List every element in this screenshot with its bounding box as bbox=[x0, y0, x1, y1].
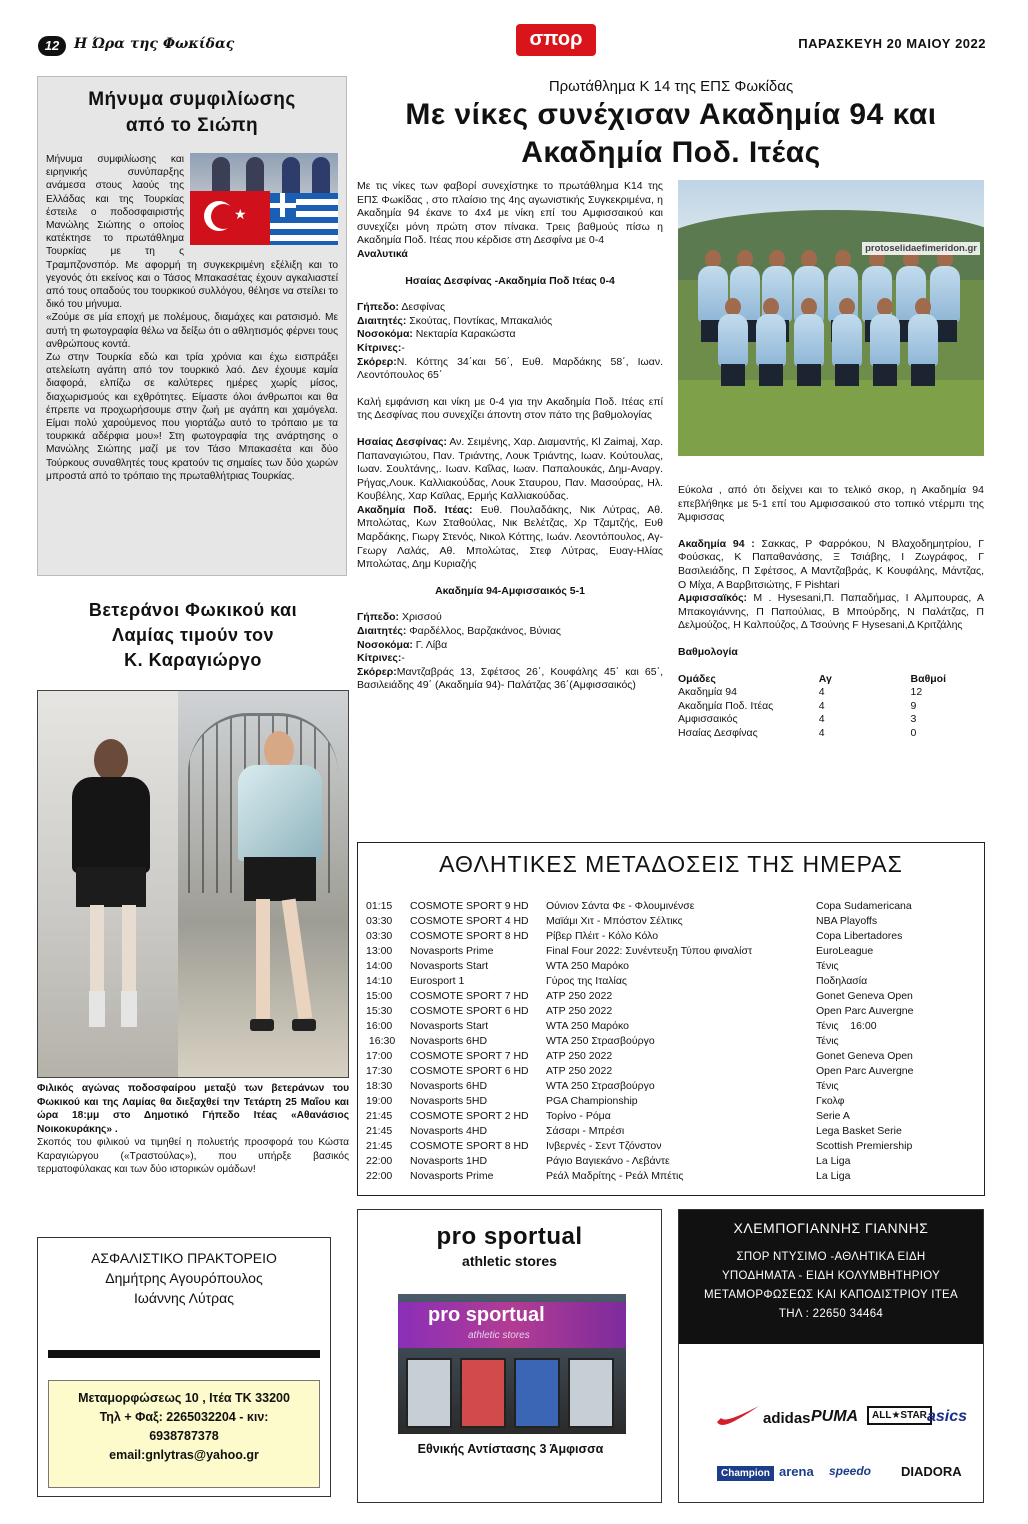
standings-cell: 3 bbox=[910, 713, 917, 726]
tv-event: Μαϊάμι Χιτ - Μπόστον Σέλτικς bbox=[546, 915, 683, 927]
tv-channel: Novasports 6HD bbox=[410, 1035, 488, 1047]
tv-event: Ρεάλ Μαδρίτης - Ρεάλ Μπέτις bbox=[546, 1170, 684, 1182]
tv-time: 17:30 bbox=[366, 1065, 393, 1077]
tv-event: WTA 250 Στρασβούργο bbox=[546, 1035, 655, 1047]
standings-cell: Ακαδημία 94 bbox=[678, 686, 737, 699]
brand-speedo: speedo bbox=[829, 1464, 872, 1478]
tv-time: 22:00 bbox=[366, 1155, 393, 1167]
tv-channel: COSMOTE SPORT 8 HD bbox=[410, 1140, 529, 1152]
tv-listing-row bbox=[366, 1079, 978, 1094]
tv-listing-row bbox=[366, 1169, 978, 1184]
brand-adidas: adidas bbox=[763, 1410, 811, 1427]
standings-row bbox=[678, 713, 984, 727]
tv-event: ATP 250 2022 bbox=[546, 1050, 613, 1062]
tv-channel: COSMOTE SPORT 8 HD bbox=[410, 930, 529, 942]
tv-competition: Scottish Premiership bbox=[816, 1140, 913, 1152]
tv-listing-row bbox=[366, 929, 978, 944]
ad-insurance-contact: Μεταμορφώσεως 10 , Ιτέα ΤΚ 33200 Τηλ + Φαξ: 2265032204 - κιν: 6938787378 email:gnlytras@yahoo.gr bbox=[48, 1380, 320, 1488]
standings-table bbox=[678, 673, 984, 741]
tv-channel: Novasports Prime bbox=[410, 945, 494, 957]
tv-event: Ρίβερ Πλέιτ - Κόλο Κόλο bbox=[546, 930, 659, 942]
tv-competition: Serie A bbox=[816, 1110, 850, 1122]
brand-logos bbox=[679, 1344, 983, 1502]
tv-channel: COSMOTE SPORT 2 HD bbox=[410, 1110, 529, 1122]
tv-competition: Open Parc Auvergne bbox=[816, 1005, 914, 1017]
tv-listing-row bbox=[366, 1064, 978, 1079]
tv-competition: Γκολφ bbox=[816, 1095, 845, 1107]
article-veterans-body: Φιλικός αγώνας ποδοσφαίρου μεταξύ των βετεράνων του Φωκικού και της Λαμίας θα διεξαχθεί την Τετάρτη 25 Μαΐου και ώρα 18:μμ στο Δημοτικό Γήπεδο Ιτέας «Αθανάσιος Νοικοκυράκης» . Σκοπός του φιλικού να τιμηθεί η πολυετής προσφορά του Κώστα Καραγιώργου («Τραστούλας»), που υπήρξε βασικός τερματοφύλακας και των δύο ιστορικών ομάδων! bbox=[37, 1083, 349, 1175]
flags-photo bbox=[190, 153, 338, 245]
tv-channel: Novasports Prime bbox=[410, 1170, 494, 1182]
brand-arena: arena bbox=[779, 1464, 814, 1479]
tv-competition: Τένις bbox=[816, 1035, 839, 1047]
tv-event: WTA 250 Μαρόκο bbox=[546, 960, 629, 972]
brand-puma: PUMA bbox=[811, 1408, 859, 1425]
standings-cell: 4 bbox=[818, 726, 825, 739]
tv-time: 16:00 bbox=[366, 1020, 393, 1032]
tv-event: PGA Championship bbox=[546, 1095, 638, 1107]
tv-listing-row bbox=[366, 1154, 978, 1169]
tv-channel: COSMOTE SPORT 4 HD bbox=[410, 915, 529, 927]
tv-event: Ινβερνές - Σεντ Τζόνστον bbox=[546, 1140, 662, 1152]
tv-competition: Copa Sudamericana bbox=[816, 900, 912, 912]
tv-channel: Novasports Start bbox=[410, 960, 489, 972]
tv-time: 03:30 bbox=[366, 930, 393, 942]
page-number: 12 bbox=[38, 36, 66, 56]
tv-event: WTA 250 Στρασβούργο bbox=[546, 1080, 655, 1092]
tv-competition: La Liga bbox=[816, 1155, 851, 1167]
tv-time: 21:45 bbox=[366, 1110, 393, 1122]
tv-listing-row bbox=[366, 989, 978, 1004]
standings-cell: 4 bbox=[818, 699, 825, 712]
tv-competition: Open Parc Auvergne bbox=[816, 1065, 914, 1077]
article-k14-title: Με νίκες συνέχισαν Ακαδημία 94 και Ακαδημία Ποδ. Ιτέας bbox=[405, 98, 937, 169]
tv-event: Τορίνο - Ρόμα bbox=[546, 1110, 611, 1122]
tv-time: 22:00 bbox=[366, 1170, 393, 1182]
tv-competition: Gonet Geneva Open bbox=[816, 990, 913, 1002]
tv-channel: Novasports Start bbox=[410, 1020, 489, 1032]
tv-listings-list bbox=[366, 899, 978, 1184]
standings-cell: 4 bbox=[818, 686, 825, 699]
tv-listing-row bbox=[366, 1109, 978, 1124]
tv-competition: EuroLeague bbox=[816, 945, 874, 957]
tv-time: 15:30 bbox=[366, 1005, 393, 1017]
tv-listing-row bbox=[366, 974, 978, 989]
tv-time: 17:00 bbox=[366, 1050, 393, 1062]
tv-event: ATP 250 2022 bbox=[546, 1065, 613, 1077]
article-k14-col-left: Με τις νίκες των φαβορί συνεχίστηκε το πρωτάθλημα Κ14 της ΕΠΣ Φωκίδας , στο πλαίσιο της 4ης αγωνιστικής Συγκεκριμένα, η Ακαδημία 94 έκανε το 4x4 με νίκη επί του Αμφισσαικού και συνεχίζει μόνη πρώτη στον πίνακα. Τρεις βαθμούς πίσω η Ακαδημία Ποδ. Ιτέας που κέρδισε στη Δεσφίνα με 0-4 Αναλυτικά Ησαίας Δεσφίνας -Ακαδημία Ποδ Ιτέας 0-4 Γήπεδο: Δεσφίνας Διαιτητές: Σκούτας, Ποντίκας, Μπακαλιός Νοσοκόμα: Νεκταρία Καρακώστα Κίτρινες:- Σκόρερ:Ν. Κόττης 34΄και 56΄, Ευθ. Μαρδάκης 58΄, Ιωαν. Λεοντόπουλος 65΄ Καλή εμφάνιση και νίκη με 0-4 για την Ακαδημία Ποδ. Ιτέας επί της Δεσφίνας που συνεχίζει άποντη στον πάτο της βαθμολογίας Ησαίας Δεσφίνας: Αν. Σειμένης, Χαρ. Διαμαντής, Κl Zaimaj, Χαρ. Παπαναγιώτου, Παν. Τριάντης, Λουκ Τριάντης, Ιωαν. Κούτουλας, Ιωαν. Σουλτάνης,. Ιωαν. Καΐλας, Ιωαν. Παπαλουκάς, Δημ-Αναργ. Ρήγας,Λουκ. Καλλιακούδας, Λουκ Σταυρου, Παν. Μασούρας, Ηλ. Κουβέλης, Χαρ Καϊλας, Ερμής Καλλιακούδας. Ακαδημία Ποδ. Ιτέας: Ευθ. Πουλαδάκης, Νικ Λύτρας, Αθ. Μπολώτας, Κων Σταθούλας, Νικ Βελέτζας, Χρ Τζαμτζής, Ευθ Μαρδάκης, Γιωργ Στενός, Νικολ Κόττης, Ιωάν. Λεοντόπουλος, Αγ-Γεωργ Λαλάς, Αθ. Μπολώτας, Στεφ Λύτρας, Ευαγ-Ηλίας Μπολώτας, Δημ Κυριαζής Ακαδημία 94-Αμφισσαικός 5-1 Γήπεδο: Χρισσού Διαιτητές: Φαρδέλλος, Βαρζακάνος, Βύνιας Νοσοκόμα: Γ. Λίβα Κίτρινες:- Σκόρερ:Μαντζαβράς 13, Σφέτσος 26΄, Κουφάλης 45΄ και 65΄, Βασιλειάδης 49΄ (Ακαδημία 94)- Παλάτζας 36΄(Αμφισσαικός) bbox=[357, 180, 663, 692]
standings-row bbox=[678, 686, 984, 700]
article-siopis-body: ★ Μήνυμα συμφιλίωσης και ειρηνικής συνύπαρξης ανάμεσα στους λαούς της Ελλάδας και της Τουρκίας έστειλε ο ποδοσφαιριστής Μανώλης Σιώπης ο οποίος κατέκτησε το πρωτάθλημα Τουρκίας με τη ς Τραμπζονσπόρ. Με αφορμή τη συγκεκριμένη εξέλιξη και το γεγονός ότι εκείνος και ο Τάσος Μπακασέτας έχουν αγκαλιαστεί από τους οπαδούς του τουρκικού συλλόγου, θέλησε να στείλει το δικό του μήνυμα. «Ζούμε σε μία εποχή με πολέμους, διαμάχες και ρατσισμό. Με αυτή τη φωτογραφία θέλω να δείξω ότι ο αθλητισμός φέρνει τους ανθρώπους κοντά. Ζω στην Τουρκία εδώ και τρία χρόνια και έχω εισπράξει ατελείωτη αγάπη από τον τουρκικό λαό. Δεν έχουμε καμία διαφορά, ελπίζω σε καλύτερες ημέρες χωρίς μίσος, διαχωρισμούς και εχθρότητες. Είμαστε όλοι άνθρωποι και θα έπρεπε να προχωρήσουμε στην ζωή με αγάπη και χαμόγελα. Είμαι πολύ χαρούμενος που γιορτάζω αυτό το τρόπαιο με τα τουρκικά αδέρφια μου»! Στη φωτογραφία της ανάρτησης ο Μανώλης Σιώπης μαζί με τον Τάσο Μπακασέτα και δύο Τούρκους συναθλητές τους κρατούν τις σημαίες των δύο χωρών μπροστά από το τρόπαιο της πρωταθλήτριας Τουρκίας. bbox=[46, 154, 338, 482]
tv-competition: Τένις bbox=[816, 1080, 839, 1092]
ad-insurance: ΑΣΦΑΛΙΣΤΙΚΟ ΠΡΑΚΤΟΡΕΙΟ Δημήτρης Αγουρόπουλος Ιωάννης Λύτρας Μεταμορφώσεως 10 , Ιτέα ΤΚ 33200 Τηλ + Φαξ: 2265032204 - κιν: 6938787378 email:gnlytras@yahoo.gr bbox=[37, 1237, 331, 1497]
tv-channel: Novasports 4HD bbox=[410, 1125, 488, 1137]
tv-event: ATP 250 2022 bbox=[546, 990, 613, 1002]
standings-cell: 0 bbox=[910, 726, 917, 739]
ad-chlempogiannis: ΧΛΕΜΠΟΓΙΑΝΝΗΣ ΓΙΑΝΝΗΣ ΣΠΟΡ ΝΤΥΣΙΜΟ -ΑΘΛΗΤΙΚΑ ΕΙΔΗ ΥΠΟΔΗΜΑΤΑ - ΕΙΔΗ ΚΟΛΥΜΒΗΤΗΡΙΟΥ ΜΕΤΑΜΟΡΦΩΣΕΩΣ ΚΑΙ ΚΑΠΟΔΙΣΤΡΙΟΥ ΙΤΕΑ ΤΗΛ : 22650 34464 adidas PUMA ALL★STAR asics Champion arena speedo DIADORA bbox=[678, 1209, 984, 1503]
brand-diadora: DIADORA bbox=[901, 1464, 962, 1479]
storefront-photo: pro sportual athletic stores bbox=[398, 1294, 626, 1434]
tv-competition: Copa Libertadores bbox=[816, 930, 903, 942]
tv-listing-row bbox=[366, 1124, 978, 1139]
tv-time: 03:30 bbox=[366, 915, 393, 927]
tv-listing-row bbox=[366, 1094, 978, 1109]
tv-listing-row bbox=[366, 914, 978, 929]
tv-time: 13:00 bbox=[366, 945, 393, 957]
tv-channel: Eurosport 1 bbox=[410, 975, 465, 987]
tv-listing-row bbox=[366, 899, 978, 914]
tv-time: 21:45 bbox=[366, 1140, 393, 1152]
tv-time: 21:45 bbox=[366, 1125, 393, 1137]
match1-title: Ησαίας Δεσφίνας -Ακαδημία Ποδ Ιτέας 0-4 bbox=[405, 274, 615, 287]
section-badge: σπορ bbox=[516, 24, 596, 56]
tv-time: 01:15 bbox=[366, 900, 393, 912]
veterans-photo bbox=[37, 690, 349, 1078]
tv-channel: COSMOTE SPORT 6 HD bbox=[410, 1065, 529, 1077]
tv-listing-row bbox=[366, 1004, 978, 1019]
tv-listing-row bbox=[366, 1034, 978, 1049]
tv-competition: Lega Basket Serie bbox=[816, 1125, 902, 1137]
article-siopis bbox=[37, 76, 347, 576]
team-photo bbox=[678, 180, 984, 456]
ad-prosportual: pro sportual athletic stores pro sportual athletic stores Εθνικής Αντίστασης 3 Άμφισσα bbox=[357, 1209, 662, 1503]
tv-listing-row bbox=[366, 944, 978, 959]
article-k14-kicker: Πρωτάθλημα Κ 14 της ΕΠΣ Φωκίδας bbox=[548, 78, 794, 95]
tv-channel: COSMOTE SPORT 7 HD bbox=[410, 990, 529, 1002]
brand-converse: ALL★STAR bbox=[867, 1406, 932, 1425]
standings-cell: Ακαδημία Ποδ. Ιτέας bbox=[678, 699, 774, 712]
page-header bbox=[0, 0, 1028, 70]
tv-channel: COSMOTE SPORT 9 HD bbox=[410, 900, 529, 912]
nike-swoosh-icon bbox=[715, 1402, 761, 1428]
tv-event: Ράγιο Βαγιεκάνο - Λεβάντε bbox=[546, 1155, 670, 1167]
tv-time: 19:00 bbox=[366, 1095, 393, 1107]
issue-date: ΠΑΡΑΣΚΕΥΗ 20 ΜΑΙΟΥ 2022 bbox=[798, 36, 986, 51]
match2-title: Ακαδημία 94-Αμφισσαικός 5-1 bbox=[435, 584, 585, 597]
standings-cell: 9 bbox=[910, 699, 917, 712]
tv-listing-row bbox=[366, 1019, 978, 1034]
standings-cell: Αμφισσαικός bbox=[678, 713, 738, 726]
tv-event: WTA 250 Μαρόκο bbox=[546, 1020, 629, 1032]
tv-time: 14:00 bbox=[366, 960, 393, 972]
tv-channel: Novasports 5HD bbox=[410, 1095, 488, 1107]
standings-row bbox=[678, 727, 984, 741]
tv-time: 15:00 bbox=[366, 990, 393, 1002]
tv-event: Final Four 2022: Συνέντευξη Τύπου φιναλίστ bbox=[546, 945, 753, 957]
standings-cell: 4 bbox=[818, 713, 825, 726]
tv-event: Ούνιον Σάντα Φε - Φλουμινένσε bbox=[546, 900, 695, 912]
standings-cell: 12 bbox=[910, 686, 923, 699]
standings-row bbox=[678, 700, 984, 714]
article-siopis-title: Μήνυμα συμφιλίωσης από το Σιώπη bbox=[88, 89, 296, 136]
turkish-flag-icon: ★ bbox=[190, 191, 270, 245]
tv-listings bbox=[357, 842, 985, 1196]
tv-channel: COSMOTE SPORT 6 HD bbox=[410, 1005, 529, 1017]
tv-event: ATP 250 2022 bbox=[546, 1005, 613, 1017]
standings-cell: Ησαίας Δεσφίνας bbox=[678, 726, 758, 739]
watermark: protoselidaefimeridon.gr bbox=[862, 242, 980, 255]
tv-listing-row bbox=[366, 1049, 978, 1064]
standings-header: Αγ bbox=[818, 672, 832, 685]
tv-listing-row bbox=[366, 959, 978, 974]
tv-time: 18:30 bbox=[366, 1080, 393, 1092]
tv-competition: Ποδηλασία bbox=[816, 975, 868, 987]
tv-channel: Novasports 1HD bbox=[410, 1155, 488, 1167]
tv-competition: Τένις bbox=[816, 960, 839, 972]
newspaper-name: Η Ώρα της Φωκίδας bbox=[74, 36, 235, 52]
tv-channel: COSMOTE SPORT 7 HD bbox=[410, 1050, 529, 1062]
tv-time: 16:30 bbox=[366, 1035, 396, 1047]
tv-competition: Gonet Geneva Open bbox=[816, 1050, 913, 1062]
tv-channel: Novasports 6HD bbox=[410, 1080, 488, 1092]
tv-time: 14:10 bbox=[366, 975, 393, 987]
tv-listing-row bbox=[366, 1139, 978, 1154]
tv-event: Γύρος της Ιταλίας bbox=[546, 975, 627, 987]
tv-listings-title: ΑΘΛΗΤΙΚΕΣ ΜΕΤΑΔΟΣΕΙΣ ΤΗΣ ΗΜΕΡΑΣ bbox=[439, 851, 903, 877]
standings-header: Ομάδες bbox=[678, 672, 716, 685]
article-veterans-title: Βετεράνοι Φωκικού και Λαμίας τιμούν τον Κ. Καραγιώργο bbox=[88, 600, 298, 670]
tv-competition: NBA Playoffs bbox=[816, 915, 878, 927]
tv-competition: La Liga bbox=[816, 1170, 851, 1182]
brand-asics: asics bbox=[927, 1408, 968, 1425]
standings-header: Βαθμοί bbox=[910, 672, 947, 685]
greek-flag-icon bbox=[270, 193, 338, 245]
tv-competition: Τένις 16:00 bbox=[816, 1020, 877, 1032]
article-k14-col-right: Εύκολα , από ότι δείχνει και το τελικό σκορ, η Ακαδημία 94 επεβλήθηκε με 5-1 επί του Αμφισσαικού στο τοπικό ντέρμπι της Άμφισσας Ακαδημία 94 : Σακκας, Ρ Φαρρόκου, Ν Βλαχοδημητρίου, Γ Φούσκας, Κ Παπαθανάσης, Ξ Τσιάβης, Ι Ζωγράφος, Γ Βασιλειάδης, Π Σφέτσος, Α Μαντζαβράς, Κ Κουφάλης, Μάντζας, Ο Μίχα, Α Βαρβιτσιώτης, F Pishtari Αμφισσαϊκός: Μ . Hysesani,Π. Παπαδήμας, Ι Αλμπουρας, Α Μπακογιάννης, Π Παπούλιας, Β Μπούρδης, Ν Παλάτζας, Π Δελμούζος, Η Καλπούζος, Δ Τσούνης F Hysesani,Δ Κριτζάλης Βαθμολογία Ομάδες Αγ Βαθμοί Ακαδημία 94 4 12 Ακαδημία Ποδ. Ιτέας 4 9 Αμφισσαικός 4 3 Ησαίας Δεσφίνας 4 0 bbox=[678, 484, 984, 739]
tv-event: Σάσαρι - Μπρέσι bbox=[546, 1125, 625, 1137]
brand-champion: Champion bbox=[717, 1466, 774, 1481]
divider bbox=[48, 1350, 320, 1358]
